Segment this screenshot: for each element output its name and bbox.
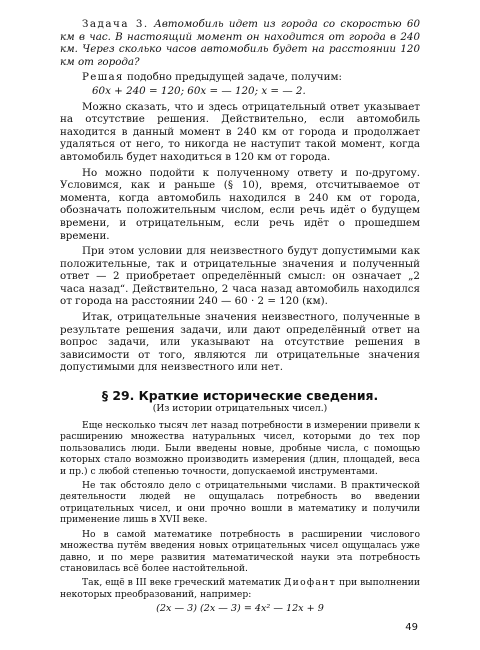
history-paragraph-4 — [60, 577, 420, 600]
solution-label: Решая — [82, 71, 124, 84]
paragraph-2: Но можно подойти к полученному ответу и по-другому. Условимся, как и раньше (§ 10), время, отсчитываемое от момента, когда автомобиль находился в 240 км от города, обозначать положительным числом, если речь идёт о будущем времени, и отрицательным, если речь идёт о прошедшем времени. — [60, 166, 420, 242]
task-3 — [60, 18, 420, 68]
solution-text: подобно предыдущей задаче, получим: — [127, 71, 342, 84]
diophantus-after: при выполнении некоторых преобразований, например: — [60, 577, 420, 600]
diophantus-equation: (2x — 3) (2x — 3) = 4x² — 12x + 9 — [156, 603, 324, 615]
task-text: Автомобиль идет из города со скоростью 60 км в час. В настоящий момент он находится от города в 240 км. Через сколько часов автомобиль будет на расстоянии 120 км от города? — [60, 18, 420, 68]
section-subtitle: (Из истории отрицательных чисел.) — [152, 403, 328, 415]
diophantus-before: Так, ещё в III веке греческий математик — [82, 577, 281, 589]
section-title: § 29. Краткие исторические сведения. — [101, 388, 379, 404]
history-paragraph-3: Но в самой математике потребность в расширении числового множества путём введения новых отрицательных чисел ощущалась уже давно, и по мере развития математической науки эта потребность становилась всё более настойтельной. — [60, 528, 420, 574]
task-label: Задача 3. — [82, 18, 149, 30]
page-number: 49 — [405, 622, 418, 633]
solution-equation: 60x + 240 = 120; 60x = — 120; x = — 2. — [92, 84, 306, 97]
paragraph-4: Итак, отрицательные значения неизвестного, полученные в результате решения задачи, или дают определённый ответ на вопрос задачи, или указывают на отсутствие решения в зависимости от того, являются ли отрицательные значения допустимыми для неизвестного или нет. — [60, 311, 420, 374]
history-paragraph-2: Не так обстояло дело с отрицательными числами. В практической деятельности людей не ощущалась потребность во введении отрицательных чисел, и они прочно вошли в математику и получили применение лишь в XVII веке. — [60, 480, 420, 526]
paragraph-3: При этом условии для неизвестного будут допустимыми как положительные, так и отрицательные значения и полученный ответ — 2 приобретает определённый смысл: он означает „2 часа назад“. Действительно, 2 часа назад автомобиль находился от города на расстоянии 240 — 60 · 2 = 120 (км). — [60, 245, 420, 308]
history-paragraph-1: Еще несколько тысяч лет назад потребности в измерении привели к расширению множества натуральных чисел, которыми до тех пор пользовались люди. Были введены новые, дробные числа, с помощью которых стало возможно производить измерения (длин, площадей, веса и пр.) с любой степенью точности, допускаемой инструментами. — [60, 420, 420, 477]
paragraph-1: Можно сказать, что и здесь отрицательный ответ указывает на отсутствие решения. Действительно, если автомобиль находится в данный момент в 240 км от города и продолжает удаляться от него, то никогда не наступит такой момент, когда автомобиль будет находиться в 120 км от города. — [60, 100, 420, 163]
diophantus-name: Диофант — [283, 577, 336, 589]
solution-intro — [60, 71, 420, 84]
